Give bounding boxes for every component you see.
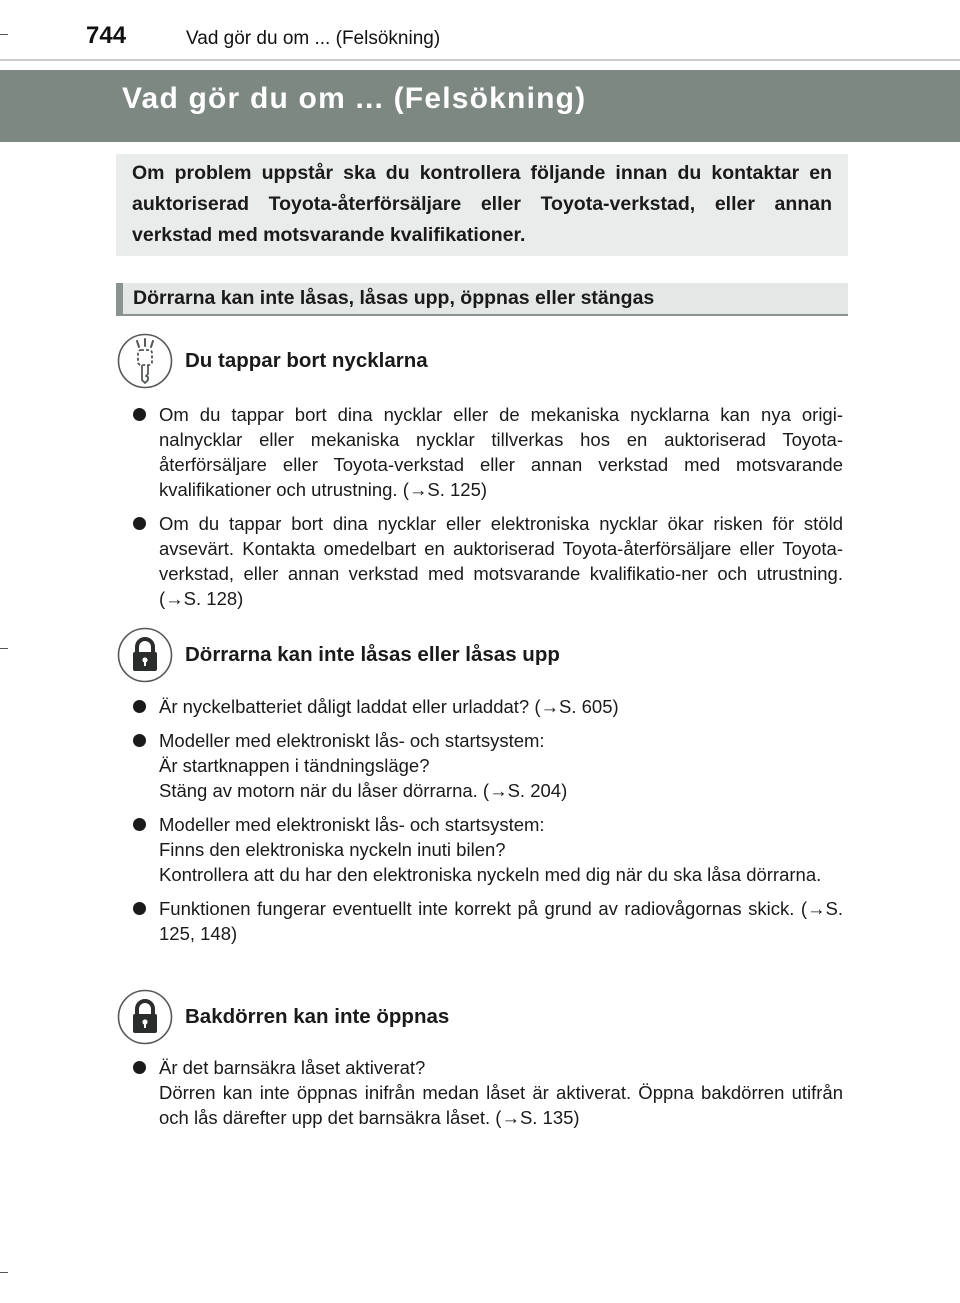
list-item — [133, 511, 843, 611]
header-rule — [0, 59, 960, 61]
bullet-list — [133, 694, 843, 955]
bullet-text: Modeller med elektroniskt lås- och startsystem: Finns den elektroniska nyckeln inuti bilen? Kontrollera att du har den elektroniska nyckeln med dig när du ska låsa dörrarna. — [159, 814, 822, 885]
subsection-title: Du tappar bort nycklarna — [185, 349, 428, 372]
subsection-title: Dörrarna kan inte låsas eller låsas upp — [185, 643, 560, 666]
page-number: 744 — [86, 22, 127, 49]
subsection-heading-door-lock — [117, 627, 857, 683]
intro-box — [116, 154, 848, 256]
list-item — [133, 812, 843, 887]
padlock-icon — [117, 989, 173, 1045]
section-heading — [116, 283, 848, 316]
bullet-text: Modeller med elektroniskt lås- och startsystem: Är startknappen i tändningsläge? Stäng av motorn när du låser dörrarna. (→S. 204) — [159, 730, 568, 801]
intro-text: Om problem uppstår ska du kontrollera följande innan du kontaktar en auktoriserad Toyota-återförsäljare eller Toyota-verkstad, eller annan verkstad med motsvarande kvalifikationer. — [132, 162, 832, 246]
bullet-icon — [133, 1061, 146, 1074]
key-icon — [117, 333, 173, 389]
bullet-icon — [133, 700, 146, 713]
section-accent — [116, 283, 123, 314]
subsection-heading-back-door — [117, 989, 857, 1045]
crop-mark — [0, 648, 8, 649]
bullet-icon — [133, 734, 146, 747]
list-item — [133, 896, 843, 946]
section-title: Dörrarna kan inte låsas, låsas upp, öppnas eller stängas — [133, 287, 655, 309]
bullet-text: Om du tappar bort dina nycklar eller elektroniska nycklar ökar risken för stöld avsevärt. Kontakta omedelbart en auktoriserad Toyota-återförsäljare eller Toyota-verkstad, eller annan verkstad med motsvarande kvalifikatio-ner och utrustning. (→S. 128) — [159, 513, 843, 609]
crop-mark — [0, 1272, 8, 1273]
subsection-title: Bakdörren kan inte öppnas — [185, 1005, 450, 1028]
padlock-icon — [117, 627, 173, 683]
running-title: Vad gör du om ... (Felsökning) — [186, 28, 441, 49]
bullet-text: Om du tappar bort dina nycklar eller de mekaniska nycklarna kan nya origi-nalnycklar eller mekaniska nycklar tillverkas hos en auktoriserad Toyota-återförsäljare eller Toyota-verkstad eller annan verkstad med motsvarande kvalifikationer och utrustning. (→S. 125) — [159, 404, 843, 500]
bullet-text: Funktionen fungerar eventuellt inte korrekt på grund av radiovågornas skick. (→S. 125, 148) — [159, 898, 843, 944]
list-item — [133, 694, 843, 719]
bullet-list — [133, 1055, 843, 1139]
bullet-icon — [133, 408, 146, 421]
bullet-text: Är det barnsäkra låset aktiverat? Dörren kan inte öppnas inifrån medan låset är aktiverat. Öppna bakdörren utifrån och lås därefter upp det barnsäkra låset. (→S. 135) — [159, 1057, 843, 1128]
bullet-text: Är nyckelbatteriet dåligt laddat eller urladdat? (→S. 605) — [159, 696, 619, 717]
page-header — [0, 0, 960, 60]
list-item — [133, 1055, 843, 1130]
page-title: Vad gör du om ... (Felsökning) — [122, 82, 587, 115]
bullet-icon — [133, 902, 146, 915]
bullet-icon — [133, 818, 146, 831]
list-item — [133, 402, 843, 502]
subsection-heading-lost-keys — [117, 333, 857, 389]
bullet-list — [133, 402, 843, 620]
bullet-icon — [133, 517, 146, 530]
list-item — [133, 728, 843, 803]
